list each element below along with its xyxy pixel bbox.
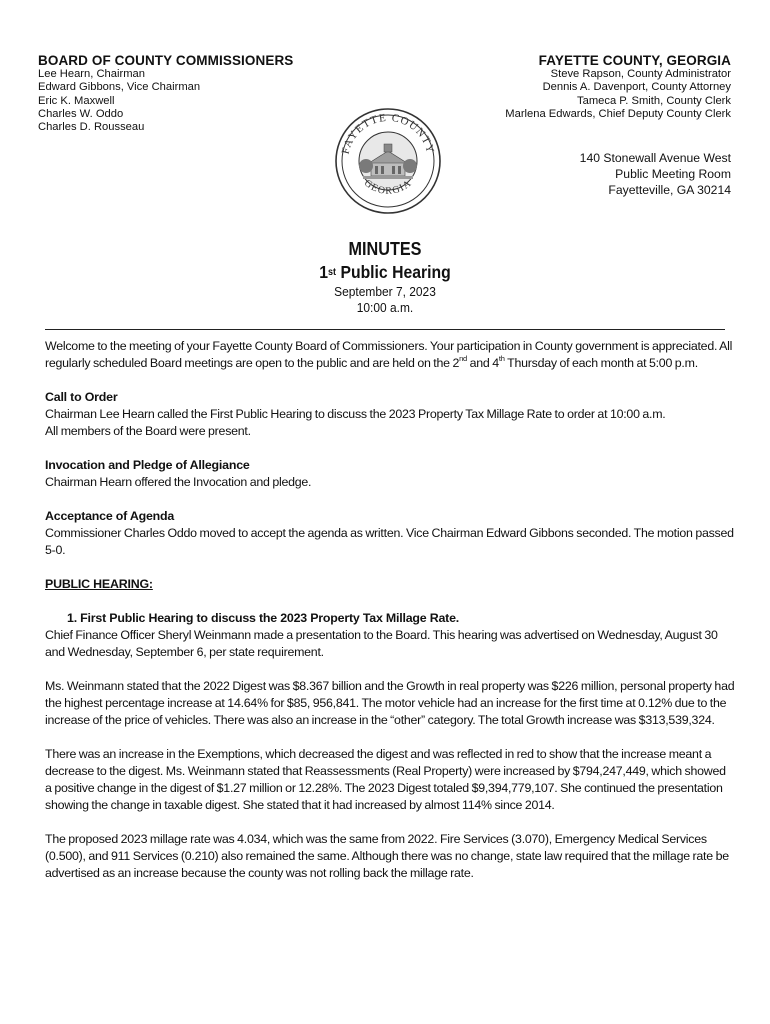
staff-name: Tameca P. Smith, County Clerk [577,94,731,107]
address-line: Public Meeting Room [615,167,731,181]
title-divider [45,329,725,330]
section-heading: Invocation and Pledge of Allegiance [45,458,250,472]
section-text: Commissioner Charles Oddo moved to accept the agenda as written. Vice Chairman Edward Gibbons seconded. The motion passed 5-0. [45,526,734,557]
welcome-text: Thursday of each month at 5:00 p.m. [504,356,698,370]
commissioner-name: Lee Hearn, Chairman [38,68,145,80]
seal-bottom-text: GEORGIA [361,177,415,197]
agenda-section [45,508,735,559]
section-heading: Acceptance of Agenda [45,509,175,523]
document-title [0,238,770,316]
millage-paragraph: The proposed 2023 millage rate was 4.034, which was the same from 2022. Fire Services (3.070), Emergency Medical Services (0.500), and 911 Services (0.210) also remained the same. Although there was no change, state law required that the millage rate be advertised as an increase because the county was not rolling back the millage rate. [45,832,729,880]
board-header [38,53,293,134]
minutes-body [45,338,735,899]
hearing-title [39,260,732,284]
digest-paragraph: Ms. Weinmann stated that the 2022 Digest was $8.367 billion and the Growth in real property was $226 million, personal property had the highest percentage increase at 14.64% for $85, 956,841. The motor vehicle had an increase for the first time at 0.12% due to the increase of the price of vehicles. There was also an increase in the “other” category. The total Growth increase was $313,539,324. [45,679,735,727]
section-text: All members of the Board were present. [45,424,251,438]
seal-top-text: FAYETTE COUNTY [339,111,437,156]
commissioner-name: Edward Gibbons, Vice Chairman [38,81,201,94]
invocation-section [45,457,735,491]
welcome-text: and 4 [466,356,499,370]
ordinal-suffix: th [498,354,505,363]
meeting-time: 10:00 a.m. [356,300,414,315]
section-text: Chairman Hearn offered the Invocation and pledge. [45,475,312,489]
public-hearing-heading: PUBLIC HEARING: [45,577,153,591]
county-header [505,53,731,121]
hearing-item [45,610,735,661]
board-title: BOARD OF COUNTY COMMISSIONERS [38,53,294,68]
hearing-ordinal: st [328,267,337,278]
item-heading: 1. First Public Hearing to discuss the 2023 Property Tax Millage Rate. [67,611,460,625]
minutes-title: MINUTES [348,239,422,259]
meeting-date: September 7, 2023 [334,284,436,299]
address-line: 140 Stonewall Avenue West [579,151,731,165]
hearing-number: 1 [319,262,329,282]
county-title: FAYETTE COUNTY, GEORGIA [538,53,731,68]
section-text: Chairman Lee Hearn called the First Public Hearing to discuss the 2023 Property Tax Millage Rate to order at 10:00 a.m. [45,407,666,421]
hearing-name: Public Hearing [336,262,451,282]
welcome-text: Welcome to the meeting of your Fayette County Board of Commissioners. Your participation in County government is appreciated. All regularly scheduled Board meetings are open to the public and are held on the 2 [45,339,733,370]
staff-name: Steve Rapson, County Administrator [550,68,731,80]
welcome-paragraph [45,338,735,372]
commissioner-name: Eric K. Maxwell [38,94,115,107]
commissioner-name: Charles W. Oddo [38,107,124,120]
seal-graphic [333,106,443,216]
section-heading: Call to Order [45,390,118,404]
county-seal [333,106,443,216]
ordinal-suffix: nd [459,354,467,363]
item-text: Chief Finance Officer Sheryl Weinmann made a presentation to the Board. This hearing was advertised on Wednesday, August 30 and Wednesday, September 6, per state requirement. [45,628,718,659]
exemptions-paragraph: There was an increase in the Exemptions, which decreased the digest and was reflected in red to show that the increase meant a decrease to the digest. Ms. Weinmann stated that Reassessments (Real Property) were increased by $794,247,449, which showed a positive change in the digest of $1.27 million or 12.28%. The 2023 Digest totaled $9,394,779,107. She continued the presentation showing the change in taxable digest. She stated that it had increased by almost 114% since 2014. [45,747,726,812]
meeting-address [580,150,731,198]
address-line: Fayetteville, GA 30214 [608,183,731,197]
staff-name: Dennis A. Davenport, County Attorney [542,81,731,94]
call-to-order-section [45,389,735,440]
staff-name: Marlena Edwards, Chief Deputy County Clerk [505,107,731,120]
commissioner-name: Charles D. Rousseau [38,121,145,134]
